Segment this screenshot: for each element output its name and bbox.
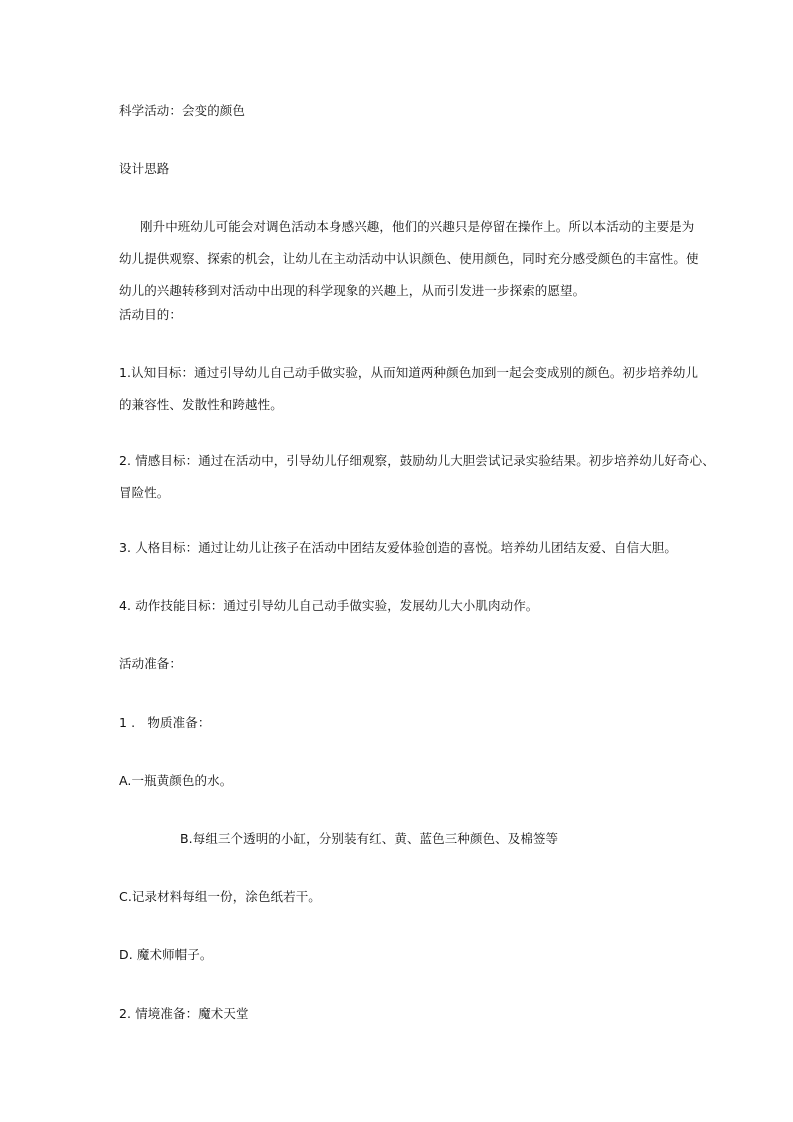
prep-material-heading: 1 . 物质准备：: [119, 715, 211, 730]
document-title: 科学活动：会变的颜色: [119, 103, 246, 118]
goal-1-line-2: 的兼容性、发散性和跨越性。: [119, 397, 283, 412]
prep-item-c: C.记录材料每组一份，涂色纸若干。: [119, 889, 321, 904]
design-heading: 设计思路: [119, 161, 170, 176]
prep-item-d: D. 魔术师帽子。: [119, 947, 213, 962]
prep-heading: 活动准备：: [119, 656, 183, 671]
goal-3: 3. 人格目标：通过让幼儿让孩子在活动中团结友爱体验创造的喜悦。培养幼儿团结友爱、自信大胆。: [119, 540, 678, 555]
design-paragraph-line-2: 幼儿提供观察、探索的机会，让幼儿在主动活动中认识颜色、使用颜色，同时充分感受颜色的丰富性。使: [119, 251, 699, 266]
prep-item-a: A.一瓶黄颜色的水。: [119, 773, 233, 788]
goal-2-line-1: 2. 情感目标：通过在活动中，引导幼儿仔细观察，鼓励幼儿大胆尝试记录实验结果。初步培养幼儿好奇心、: [119, 453, 715, 468]
design-paragraph-line-3: 幼儿的兴趣转移到对活动中出现的科学现象的兴趣上，从而引发进一步探索的愿望。: [119, 283, 586, 298]
goal-1-line-1: 1.认知目标：通过引导幼儿自己动手做实验，从而知道两种颜色加到一起会变成别的颜色。初步培养幼儿: [119, 365, 699, 380]
goals-heading: 活动目的：: [119, 307, 183, 322]
design-paragraph: [119, 211, 699, 307]
design-paragraph-line-1: 刚升中班幼儿可能会对调色活动本身感兴趣，他们的兴趣只是停留在操作上。所以本活动的主要是为: [140, 219, 695, 234]
goal-2-line-2: 冒险性。: [119, 485, 170, 500]
goal-4: 4. 动作技能目标：通过引导幼儿自己动手做实验，发展幼儿大小肌肉动作。: [119, 598, 539, 613]
goal-1: [119, 357, 699, 421]
prep-scene-heading: 2. 情境准备：魔术天堂: [119, 1006, 249, 1021]
goal-2: [119, 445, 715, 509]
prep-item-b: B.每组三个透明的小缸，分别装有红、黄、蓝色三种颜色、及棉签等: [180, 831, 559, 846]
